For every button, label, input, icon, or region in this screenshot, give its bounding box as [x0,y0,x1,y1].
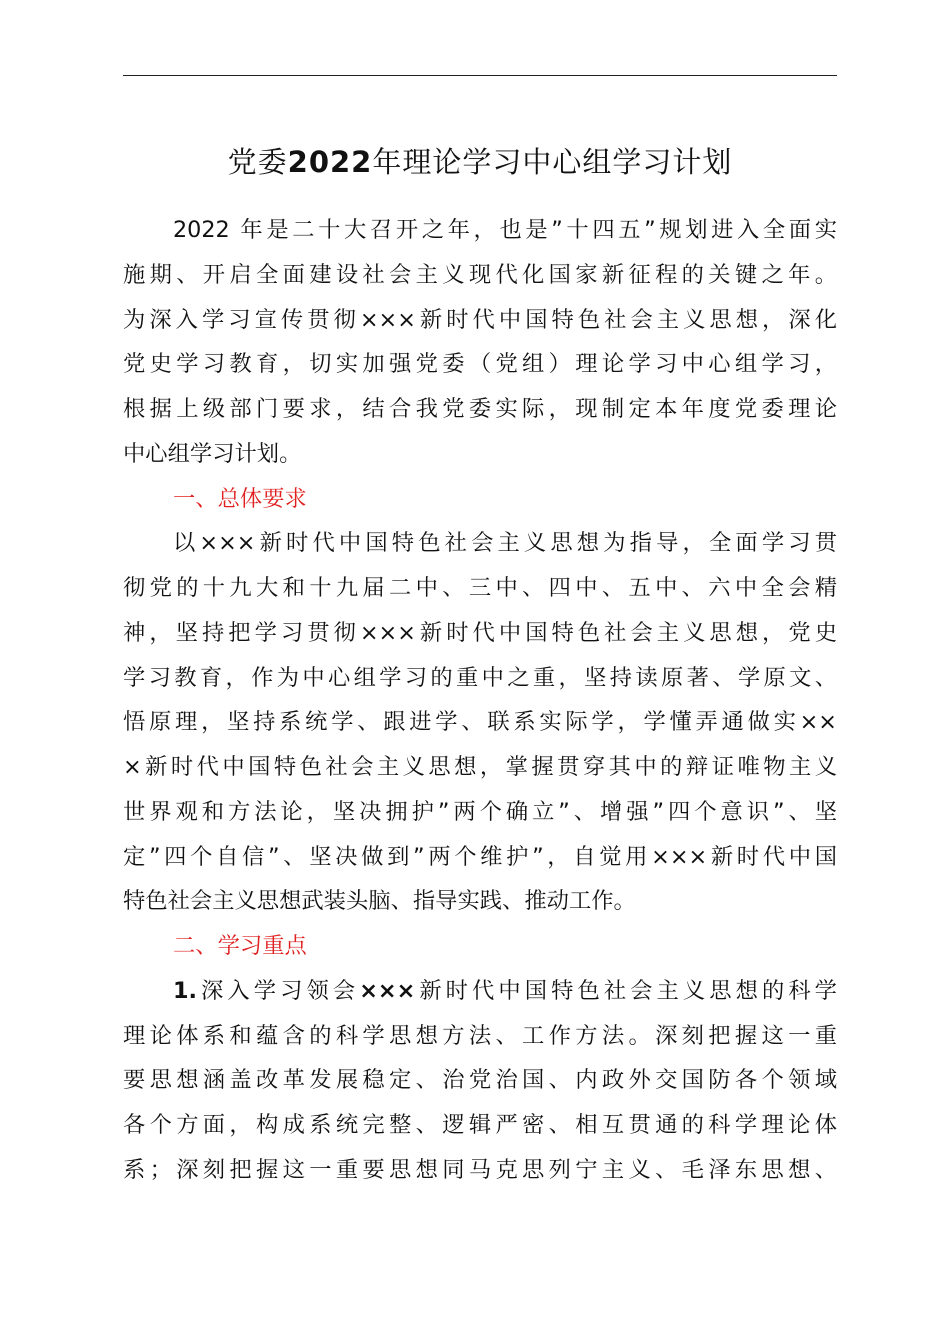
intro-line: 为深入学习宣传贯彻×××新时代中国特色社会主义思想，深化 [123,306,837,333]
header-rule [123,75,837,76]
item1-bold-placeholder: ××× [359,977,416,1004]
section1-line: 世界观和方法论，坚决拥护”两个确立”、增强”四个意识”、坚 [123,798,837,825]
document-body [123,208,837,1193]
section-heading-general-requirements: 一、总体要求 [173,485,307,512]
item1-number: 1. [173,977,197,1004]
title-suffix: 年理论学习中心组学习计划 [372,145,733,179]
section1-line: 学习教育，作为中心组学习的重中之重，坚持读原著、学原文、 [123,664,837,691]
title-prefix: 党委 [227,145,288,179]
title-year: 2022 [287,145,373,179]
item1-first-rest: 新时代中国特色社会主义思想的科学 [415,977,837,1004]
section1-line: 彻党的十九大和十九届二中、三中、四中、五中、六中全会精 [123,575,837,601]
intro-line: 根据上级部门要求，结合我党委实际，现制定本年度党委理论 [123,396,837,422]
item1-lead-text: 深入学习领会 [197,977,360,1004]
item1-line: 各个方面，构成系统完整、逻辑严密、相互贯通的科学理论体 [123,1112,837,1138]
intro-line: 2022 年是二十大召开之年，也是”十四五”规划进入全面实 [173,217,837,243]
section1-line: 悟原理，坚持系统学、跟进学、联系实际学，学懂弄通做实×× [123,709,837,736]
section1-line: 以×××新时代中国特色社会主义思想为指导，全面学习贯 [173,530,837,557]
section1-line: 神，坚持把学习贯彻×××新时代中国特色社会主义思想，党史 [123,619,837,646]
section1-line: ×新时代中国特色社会主义思想，掌握贯穿其中的辩证唯物主义 [123,754,837,780]
section1-line: 定”四个自信”、坚决做到”两个维护”，自觉用×××新时代中国 [123,843,837,870]
item1-line: 要思想涵盖改革发展稳定、治党治国、内政外交国防各个领域 [123,1067,837,1094]
intro-line: 党史学习教育，切实加强党委（党组）理论学习中心组学习， [123,351,837,378]
intro-line: 中心组学习计划。 [123,440,302,467]
item1-line: 理论体系和蕴含的科学思想方法、工作方法。深刻把握这一重 [123,1022,837,1049]
document-title [123,140,837,184]
item1-first-line [123,969,837,1014]
section1-line: 特色社会主义思想武装头脑、指导实践、推动工作。 [123,888,636,915]
intro-line: 施期、开启全面建设社会主义现代化国家新征程的关键之年。 [123,261,837,288]
item1-line: 系；深刻把握这一重要思想同马克思列宁主义、毛泽东思想、 [123,1156,837,1183]
section-heading-study-focus: 二、学习重点 [173,933,307,959]
